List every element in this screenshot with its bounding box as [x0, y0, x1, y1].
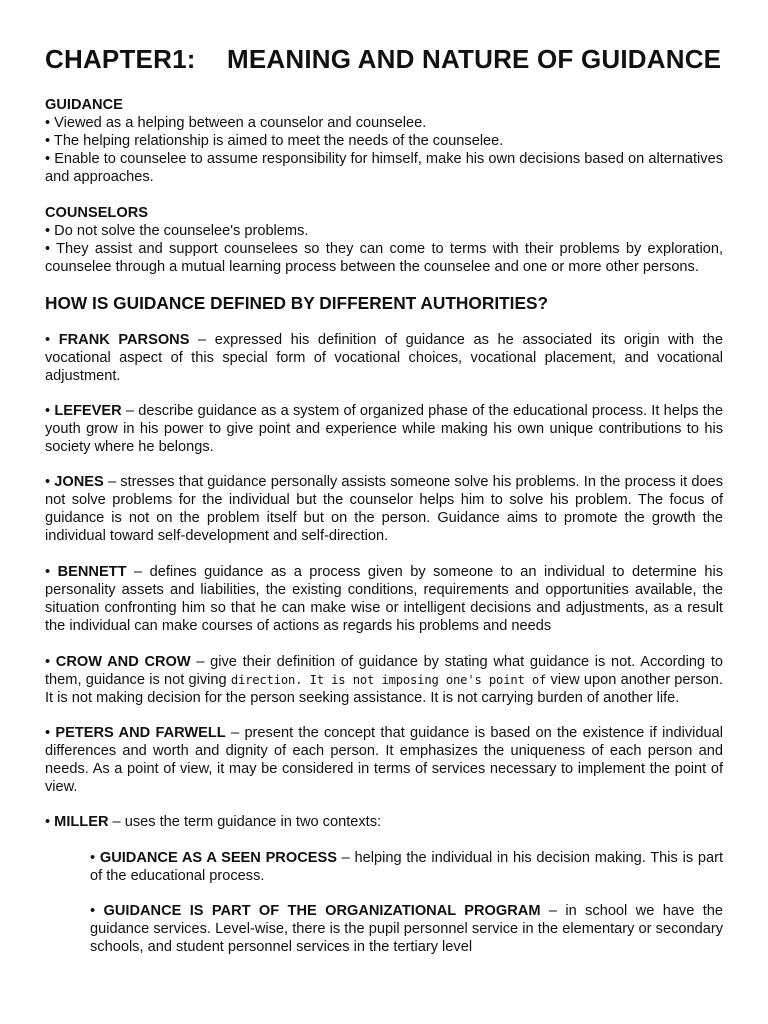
authority-text: – defines guidance as a process given by someone to an individual to determine his personality assets and liabilities, the existing conditions, requirements and opportunities available, the situation confronting him so that he can make wise or intelligent decisions and adjustments, as a result the individual can make courses of actions as regards his problems and needs [45, 564, 723, 634]
authority-name: PETERS AND FARWELL [55, 725, 226, 741]
bullet: • [45, 403, 55, 419]
authority-jones [45, 473, 723, 545]
authority-text: – stresses that guidance personally assists someone solve his problems. In the process it does not solve problems for the individual but the counselor helps him to solve his problem. The focus of guidance is not on the problem itself but on the person. Guidance aims to promote the growth the individual toward self-development and self-direction. [45, 474, 723, 544]
authority-name: BENNETT [57, 564, 127, 580]
authority-name: CROW AND CROW [55, 654, 191, 670]
context-name: GUIDANCE IS PART OF THE ORGANIZATIONAL PROGRAM [103, 903, 541, 919]
bullet: • [45, 814, 55, 830]
authority-name: LEFEVER [54, 403, 122, 419]
authority-name: MILLER [54, 814, 109, 830]
context-name: GUIDANCE AS A SEEN PROCESS [99, 850, 337, 866]
authority-miller [45, 813, 723, 831]
counselors-bullet: • They assist and support counselees so they can come to terms with their problems by exploration, counselee through a mutual learning process between the counselee and one or more other persons. [45, 241, 723, 275]
authority-text: – give their definition of guidance by stating what guidance is not. According to them, guidance is not giving [45, 654, 723, 688]
bullet: • [45, 474, 55, 490]
authority-lefever [45, 402, 723, 456]
context-text: – helping the individual in his decision making. This is part of the educational process. [90, 850, 723, 884]
authority-text: direction. It is not imposing one's point of [230, 673, 547, 687]
guidance-section [45, 96, 723, 186]
guidance-bullet: • Enable to counselee to assume responsibility for himself, make his own decisions based on alternatives and approaches. [45, 151, 723, 185]
counselors-bullet: • Do not solve the counselee's problems. [45, 223, 309, 239]
authority-text: – present the concept that guidance is based on the existence if individual differences and worth and dignity of each person. It emphasizes the uniqueness of each person and needs. As a point of view, it may be considered in terms of services necessary to implement the point of view. [45, 725, 723, 795]
authority-bennett [45, 563, 723, 635]
bullet: • [90, 850, 100, 866]
authority-text: – uses the term guidance in two contexts: [108, 814, 382, 830]
authority-text: – expressed his definition of guidance as he associated its origin with the vocational aspect of this special form of vocational choices, vocational placement, and vocational adjustment. [45, 332, 723, 384]
guidance-bullet: • Viewed as a helping between a counselor and counselee. [45, 115, 427, 131]
authority-name: JONES [54, 474, 104, 490]
chapter-heading: MEANING AND NATURE OF GUIDANCE [227, 44, 722, 74]
context-text: – in school we have the guidance services. Level-wise, there is the pupil personnel service in the elementary or secondary schools, and student personnel services in the tertiary level [90, 903, 724, 955]
bullet: • [90, 903, 104, 919]
authority-peters-and-farwell [45, 724, 723, 796]
authority-crow-and-crow [45, 653, 723, 707]
chapter-number: CHAPTER1: [45, 44, 196, 74]
bullet: • [45, 725, 56, 741]
counselors-heading: COUNSELORS [45, 205, 148, 221]
bullet: • [45, 332, 59, 348]
miller-context-organizational-program [90, 902, 723, 956]
miller-context-seen-process [90, 849, 723, 885]
authority-text: view upon another person. It is not making decision for the person seeking assistance. It is not carrying burden of another life. [45, 672, 723, 706]
bullet: • [45, 564, 58, 580]
chapter-title [45, 44, 722, 75]
authority-name: FRANK PARSONS [58, 332, 190, 348]
bullet: • [45, 654, 56, 670]
authority-text: – describe guidance as a system of organized phase of the educational process. It helps the youth grow in his power to give point and experience while making his own unique contributions to his society where he belongs. [45, 403, 724, 455]
guidance-bullet: • The helping relationship is aimed to meet the needs of the counselee. [45, 133, 504, 149]
counselors-section [45, 204, 723, 276]
authority-frank-parsons [45, 331, 723, 385]
section-heading: HOW IS GUIDANCE DEFINED BY DIFFERENT AUTHORITIES? [45, 293, 549, 313]
guidance-heading: GUIDANCE [45, 97, 123, 113]
